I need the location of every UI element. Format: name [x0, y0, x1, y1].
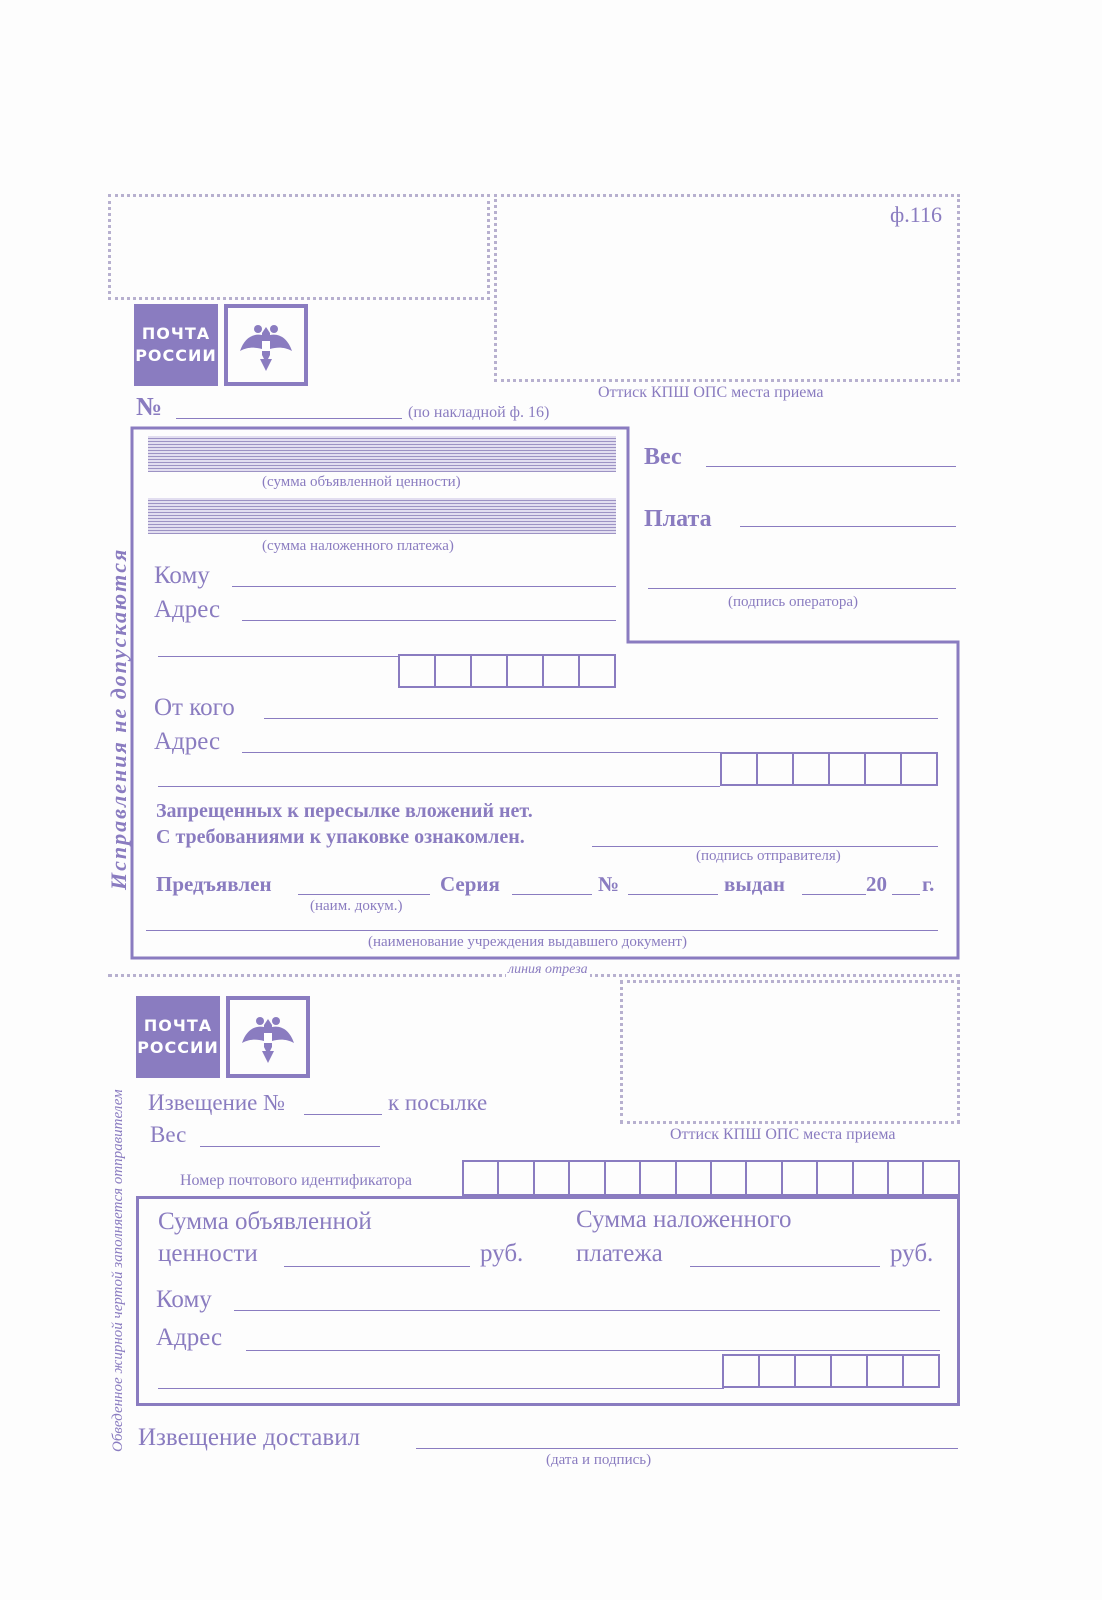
logo-bottom-line1: ПОЧТА	[143, 1016, 213, 1035]
issued-label: выдан	[724, 872, 785, 896]
cod-caption: (сумма наложенного платежа)	[262, 538, 454, 554]
from-address-line2[interactable]	[158, 786, 720, 787]
stamp-caption-bottom: Оттиск КПШ ОПС места приема	[670, 1126, 896, 1143]
logo-bottom-line2: РОССИИ	[137, 1038, 219, 1057]
cod-amount-line[interactable]	[690, 1266, 880, 1267]
from-label: От кого	[154, 694, 235, 721]
sender-sign-line[interactable]	[592, 846, 938, 847]
presented-label: Предъявлен	[156, 872, 272, 896]
declared-line2: ценности	[158, 1240, 258, 1267]
tracking-label: Номер почтового идентификатора	[180, 1172, 413, 1189]
year-suffix: г.	[922, 872, 935, 896]
to-parcel-label: к посылке	[388, 1090, 488, 1115]
notice-address-line1[interactable]	[246, 1350, 940, 1351]
to-address-label: Адрес	[154, 596, 221, 623]
operator-sign-caption: (подпись оператора)	[728, 594, 858, 610]
doc-name-caption: (наим. докум.)	[310, 898, 403, 914]
series-label: Серия	[440, 872, 500, 896]
notice-weight-line[interactable]	[200, 1146, 380, 1147]
year-label: 20	[866, 872, 887, 896]
notice-to-line[interactable]	[234, 1310, 940, 1311]
notice-weight-label: Вес	[150, 1122, 187, 1147]
cod-line2: платежа	[576, 1240, 663, 1267]
from-line[interactable]	[264, 718, 938, 719]
issued-line[interactable]	[802, 894, 866, 895]
form-code: ф.116	[890, 202, 942, 227]
to-postcode-cells[interactable]	[398, 654, 616, 688]
weight-label: Вес	[644, 444, 682, 470]
date-sign-caption: (дата и подпись)	[546, 1452, 652, 1468]
presented-line[interactable]	[298, 894, 430, 895]
notice-to-label: Кому	[156, 1286, 212, 1313]
notice-postcode-cells[interactable]	[722, 1354, 940, 1388]
logo-line2: РОССИИ	[135, 346, 217, 365]
packaging-text: С требованиями к упаковке ознакомлен.	[156, 826, 525, 848]
logo-bottom-text	[136, 996, 220, 1078]
stamp-dotted-box-bottom	[620, 980, 960, 1124]
side-text-bottom: Обведенное жирной чертой заполняется отправителем	[110, 1089, 126, 1452]
number-note: (по накладной ф. 16)	[408, 404, 550, 421]
stamp-caption: Оттиск КПШ ОПС места приема	[598, 384, 824, 401]
side-text-top: Исправления не допускаются	[106, 547, 131, 890]
number-prefix: №	[136, 392, 163, 421]
weight-line[interactable]	[706, 466, 956, 467]
fee-label: Плата	[644, 506, 712, 532]
sender-sign-caption: (подпись отправителя)	[696, 848, 841, 864]
notice-label: Извещение №	[148, 1090, 286, 1115]
year-line[interactable]	[892, 894, 920, 895]
to-line[interactable]	[232, 586, 616, 587]
institution-line[interactable]	[146, 930, 938, 931]
delivered-label: Извещение доставил	[138, 1424, 361, 1451]
doc-number-label: №	[598, 872, 620, 896]
from-postcode-cells[interactable]	[720, 752, 938, 786]
declared-value-caption: (сумма объявленной ценности)	[262, 474, 461, 490]
fee-line[interactable]	[740, 526, 956, 527]
to-address-line2[interactable]	[158, 656, 398, 657]
institution-caption: (наименование учреждения выдавшего документ)	[368, 934, 687, 950]
eagle-emblem-icon	[226, 996, 310, 1078]
operator-sign-line[interactable]	[648, 588, 956, 589]
tracking-cells[interactable]	[462, 1160, 960, 1196]
to-address-line1[interactable]	[242, 620, 616, 621]
declared-amount-line[interactable]	[284, 1266, 470, 1267]
declared-line1: Сумма объявленной	[158, 1208, 372, 1235]
notice-address-line2[interactable]	[158, 1388, 724, 1389]
declared-value-field[interactable]	[148, 436, 616, 472]
declared-currency: руб.	[480, 1240, 524, 1267]
cod-currency: руб.	[890, 1240, 934, 1267]
cod-line1: Сумма наложенного	[576, 1206, 792, 1233]
logo-line1: ПОЧТА	[141, 324, 211, 343]
to-label: Кому	[154, 562, 210, 589]
prohibited-text: Запрещенных к пересылке вложений нет.	[156, 800, 533, 822]
delivered-line[interactable]	[416, 1448, 958, 1449]
notice-address-label: Адрес	[156, 1324, 223, 1351]
cut-line-label: линия отреза	[508, 962, 588, 977]
notice-number-line[interactable]	[304, 1114, 382, 1115]
series-line[interactable]	[512, 894, 592, 895]
from-address-label: Адрес	[154, 728, 221, 755]
cod-field[interactable]	[148, 498, 616, 534]
logo-bottom	[136, 996, 310, 1078]
doc-number-line[interactable]	[628, 894, 718, 895]
